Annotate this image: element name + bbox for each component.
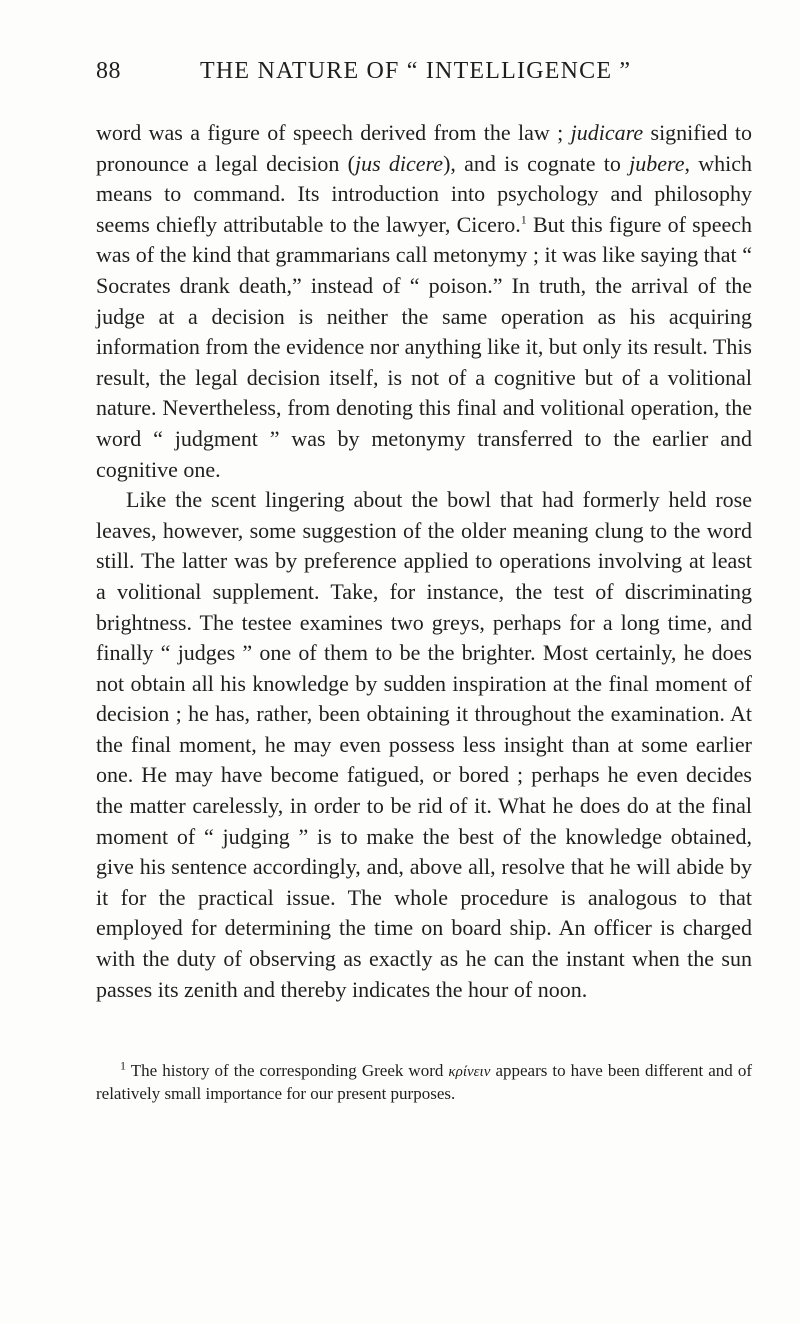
footnote-1 xyxy=(96,1060,752,1105)
paragraph-1 xyxy=(96,118,752,485)
footnotes xyxy=(96,1060,752,1105)
p1-text-d: , which means to command. Its introduction into psychology and philosophy seems chiefly attributable to the lawyer, Cicero. xyxy=(96,150,752,237)
p1-term-jubere: jubere xyxy=(629,150,685,176)
p1-text-a: word was a figure of speech derived from the law ; xyxy=(96,120,571,145)
p1-text-b: signified to pronounce a legal decision ( xyxy=(96,120,752,176)
p1-term-jus-dicere: jus dicere xyxy=(355,150,444,176)
running-head: THE NATURE OF “ INTELLIGENCE ” xyxy=(200,58,632,84)
p1-term-judicare: judicare xyxy=(570,120,644,145)
footnote-text-b: appears to have been different and of relatively small importance for our present purposes. xyxy=(96,1061,752,1103)
paragraph-2: Like the scent lingering about the bowl that had formerly held rose leaves, however, some suggestion of the older meaning clung to the word still. The latter was by preference applied to operations involving at least a volitional supplement. Take, for instance, the test of discriminating brightness. The testee examines two greys, perhaps for a long time, and finally “ judges ” one of them to be the brighter. Most certainly, he does not obtain all his knowledge by sudden inspiration at the final moment of decision ; he has, rather, been obtaining it throughout the examination. At the final moment, he may even possess less insight than at some earlier one. He may have become fatigued, or bored ; perhaps he even decides the matter carelessly, in order to be rid of it. What he does do at the final moment of “ judging ” is to make the best of the knowledge obtained, give his sentence accordingly, and, above all, resolve that he will abide by it for the practical issue. The whole procedure is analogous to that employed for determining the time on board ship. An officer is charged with the duty of observing as exactly as he can the instant when the sun passes its zenith and thereby indicates the hour of noon. xyxy=(96,487,752,1002)
p1-text-e: But this figure of speech was of the kind that grammarians call metonymy ; it was like saying that “ Socrates drank death,” instead of “ poison.” In truth, the arrival of the judge at a decision is neither the same operation as his acquiring information from the evidence nor anything like it, but only its result. This result, the legal decision itself, is not of a cognitive but of a volitional nature. Nevertheless, from denoting this final and volitional operation, the word “ judgment ” was by metonymy transferred to the earlier and cognitive one. xyxy=(96,211,752,482)
footnote-reference[interactable]: 1 xyxy=(520,212,527,227)
footnote-marker: 1 xyxy=(120,1058,126,1073)
page-number: 88 xyxy=(96,58,121,84)
page-header xyxy=(96,58,716,94)
footnote-text-a: The history of the corresponding Greek word xyxy=(126,1061,449,1080)
body-text xyxy=(96,118,752,1005)
p1-text-c: ), and is cognate to xyxy=(443,150,630,176)
footnote-greek-word: κρίνειν xyxy=(448,1064,491,1080)
